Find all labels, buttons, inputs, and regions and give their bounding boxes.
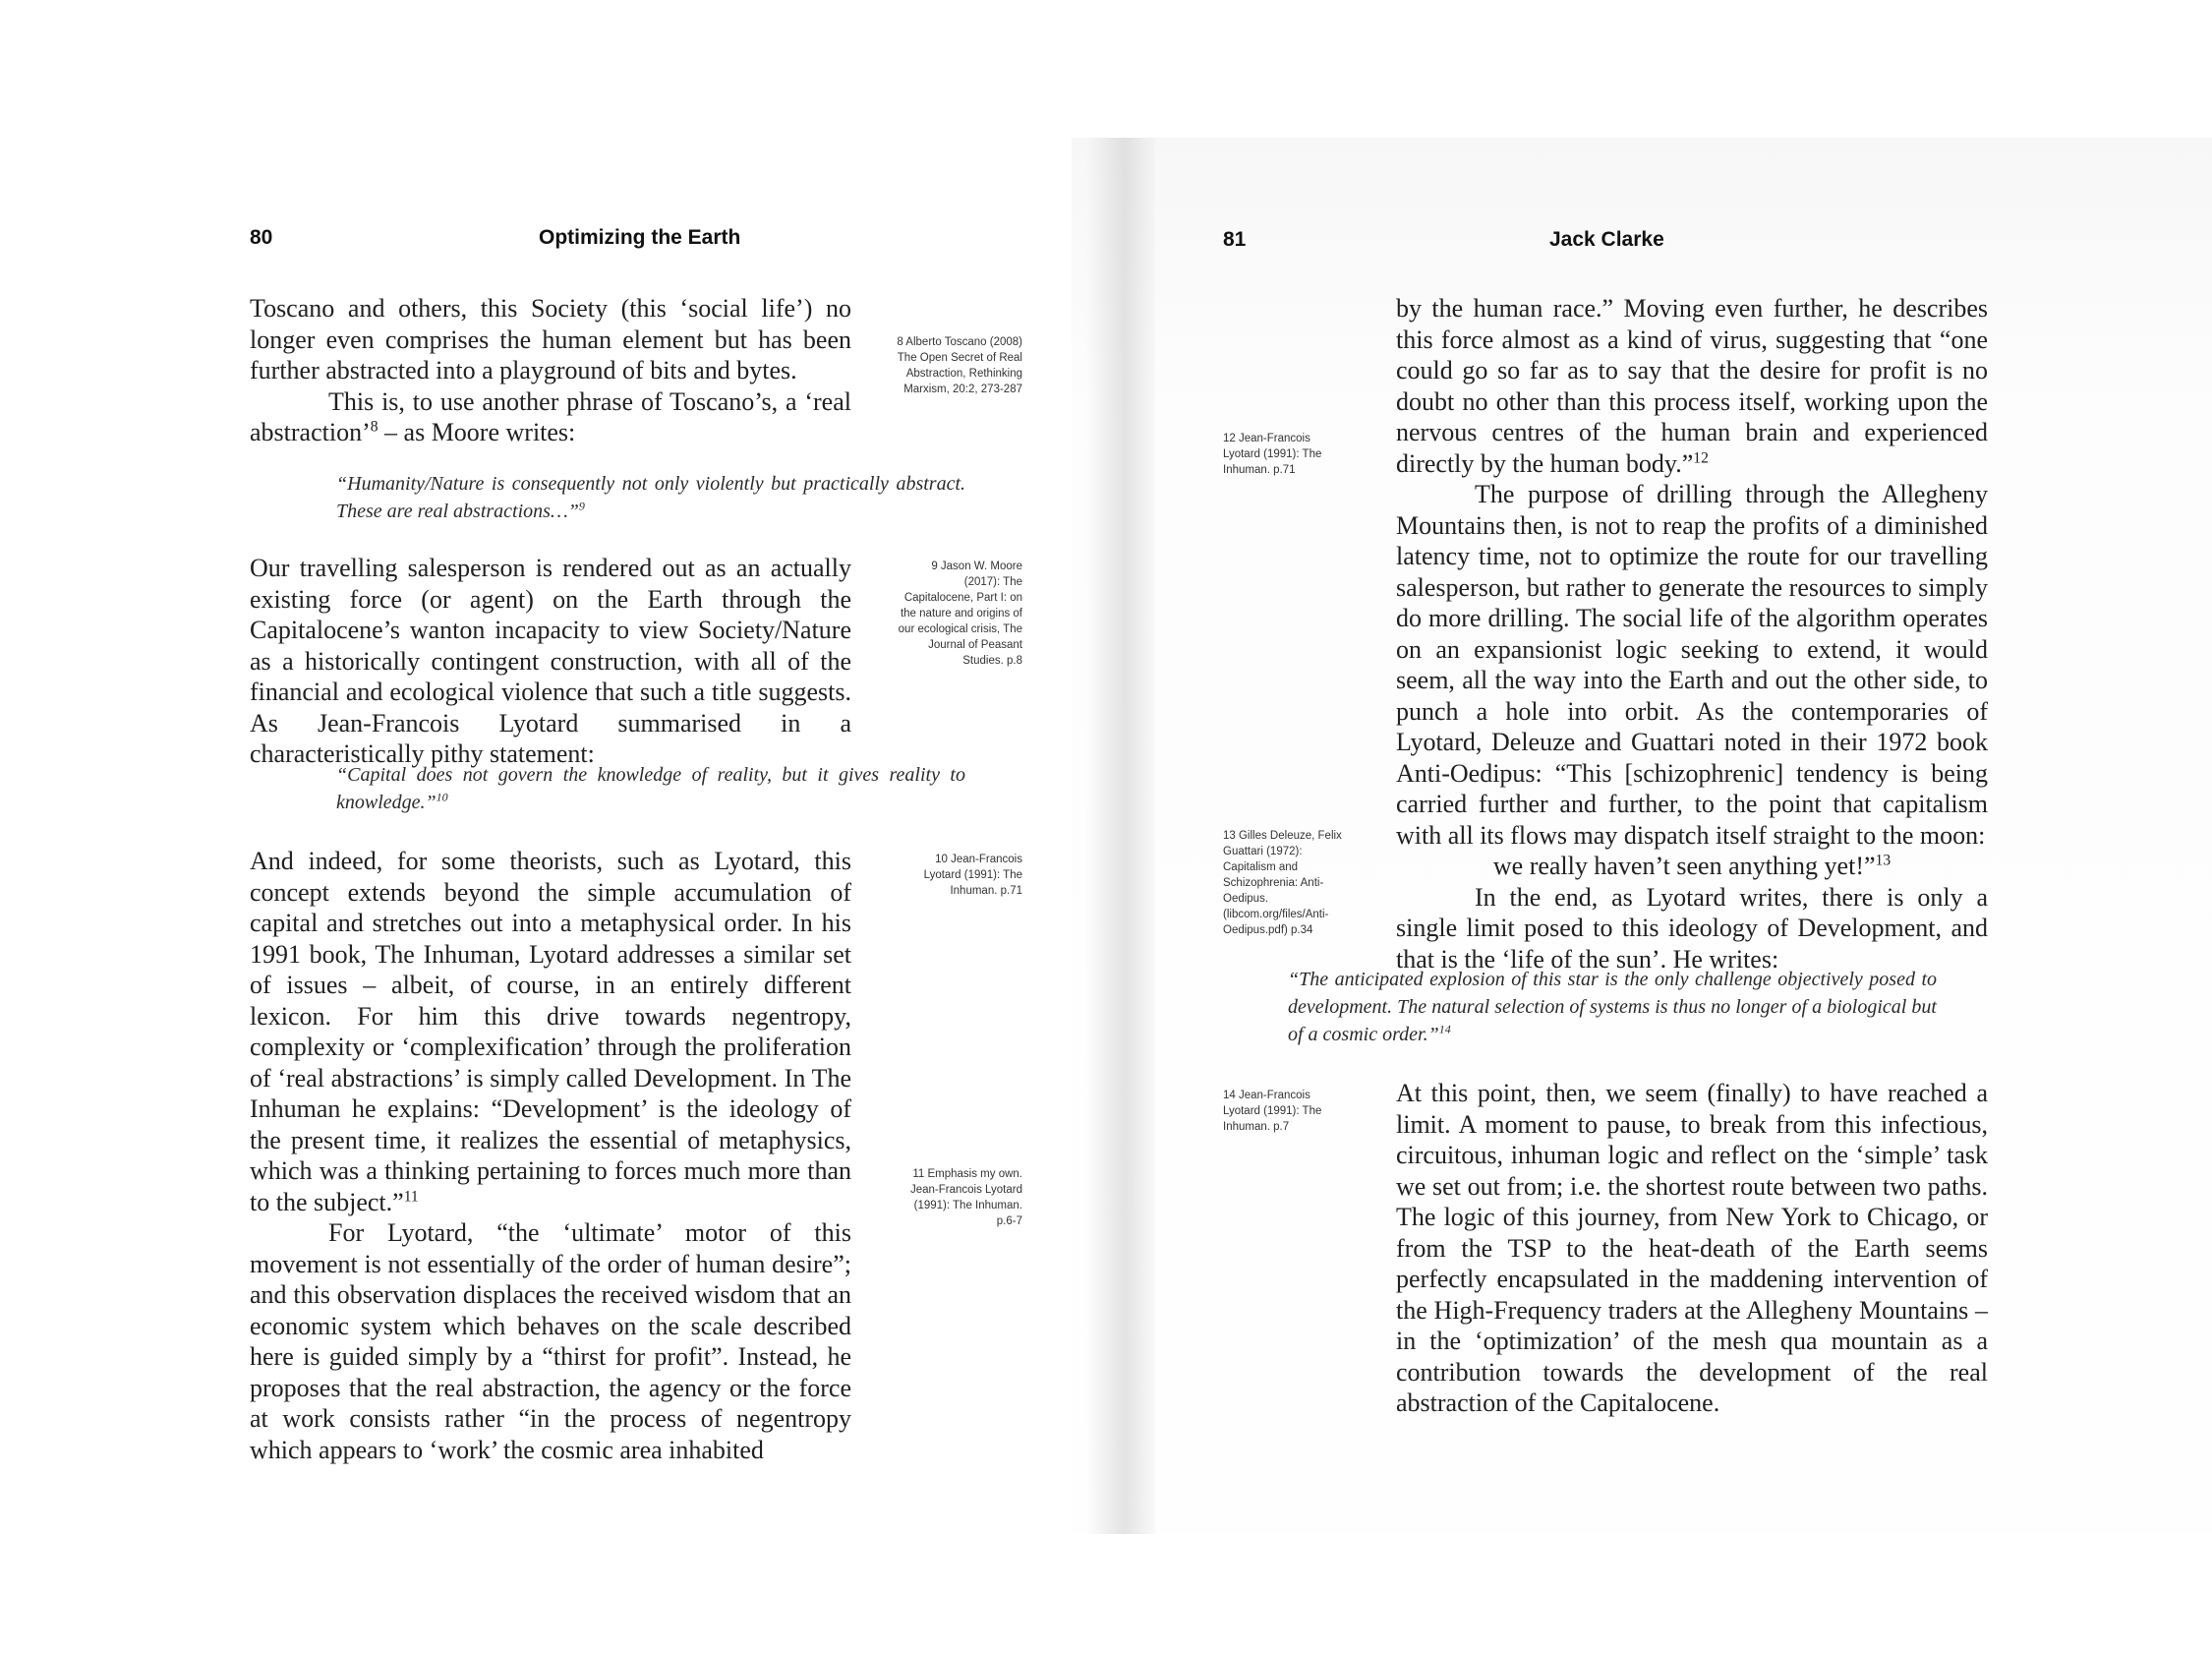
- left-body-block-2: [250, 846, 851, 1465]
- right-paragraph-1-text: by the human race.” Moving even further, he describes this force almost as a kind of virus, suggesting that “one could go so far as to say that the desire for profit is no doubt no other than this process itself, working upon the nervous centres of the human brain and experienced directly by the human body.”: [1396, 294, 1988, 478]
- footnote-14: 14 Jean-Francois Lyotard (1991): The Inhuman. p.7: [1223, 1090, 1322, 1133]
- footnote-10: 10 Jean-Francois Lyotard (1991): The Inhuman. p.71: [923, 854, 1022, 897]
- footnote-12: 12 Jean-Francois Lyotard (1991): The Inhuman. p.71: [1223, 433, 1322, 476]
- footnote-13: 13 Gilles Deleuze, Felix Guattari (1972): Capitalism and Schizophrenia: Anti-Oedipus. (libcom.org/files/Anti-Oedipus.pdf) p.34: [1223, 830, 1342, 936]
- footnote-9: 9 Jason W. Moore (2017): The Capitalocene, Part I: on the nature and origins of our ecological crisis, The Journal of Peasant Studies. p.8: [898, 561, 1022, 667]
- footnote-11: 11 Emphasis my own. Jean-Francois Lyotard (1991): The Inhuman. p.6-7: [910, 1168, 1022, 1227]
- left-paragraph-4-text: And indeed, for some theorists, such as Lyotard, this concept extends beyond the simple accumulation of capital and stretches out into a metaphysical order. In his 1991 book, The Inhuman, Lyotard addresses a similar set of issues – albeit, of course, in an entirely different lexicon. For him this drive towards negentropy, complexity or ‘complexification’ through the proliferation of ‘real abstractions’ is simply called Development. In The Inhuman he explains: “Development’ is the ideology of the present time, it realizes the essential of metaphysics, which was a thinking pertaining to forces much more than to the subject.”: [250, 847, 851, 1216]
- right-paragraph-3: In the end, as Lyotard writes, there is only a single limit posed to this ideology of Development, and that is the ‘life of the sun’. He writes:: [1396, 882, 1988, 974]
- block-quote-2: [336, 761, 965, 816]
- centered-quote-line: we really haven’t seen anything yet!”: [1492, 852, 1876, 880]
- block-quote-1-text: “Humanity/Nature is consequently not only violently but practically abstract. These are real abstractions…”: [336, 473, 965, 522]
- left-paragraph-2-text: This is, to use another phrase of Toscano’s, a ‘real abstraction’: [250, 386, 851, 446]
- footnote-ref-14: 14: [1438, 1022, 1451, 1036]
- left-paragraph-2: [250, 386, 851, 448]
- footnote-ref-13: 13: [1875, 852, 1892, 869]
- footnote-ref-8: 8: [370, 418, 378, 436]
- right-paragraph-2-centered-line: [1396, 851, 1988, 882]
- running-title-right: Jack Clarke: [1549, 228, 1664, 251]
- block-quote-3-text: “The anticipated explosion of this star is the only challenge objectively posed to development. The natural selection of systems is thus no longer of a biological but of a cosmic order.”: [1288, 969, 1937, 1045]
- right-page: [1121, 0, 2212, 1654]
- right-paragraph-1: [1396, 293, 1988, 479]
- left-paragraph-2-tail: – as Moore writes:: [378, 418, 576, 446]
- left-paragraph-4: [250, 846, 851, 1217]
- left-paragraph-5: For Lyotard, “the ‘ultimate’ motor of this movement is not essentially of the order of human desire”; and this observation displaces the received wisdom that an economic system which behaves on the scale described here is guided simply by a “thirst for profit”. Instead, he proposes that the real abstraction, the agency or the force at work consists rather “in the process of negentropy which appears to ‘work’ the cosmic area inhabited: [250, 1218, 851, 1464]
- footnote-8: 8 Alberto Toscano (2008) The Open Secret of Real Abstraction, Rethinking Marxism, 20:2, 273-287: [897, 336, 1022, 395]
- left-paragraph-1: Toscano and others, this Society (this ‘social life’) no longer even comprises the human element but has been further abstracted into a playground of bits and bytes.: [250, 294, 851, 384]
- footnote-ref-9: 9: [578, 499, 585, 513]
- page-number-left: 80: [250, 226, 273, 249]
- right-body-block-1: [1396, 293, 1988, 975]
- footnote-ref-10: 10: [436, 790, 448, 804]
- right-paragraph-2: The purpose of drilling through the Allegheny Mountains then, is not to reap the profits of a diminished latency time, not to optimize the route for our travelling salesperson, but rather to generate the resources to simply do more drilling. The social life of the algorithm operates on an expansionist logic seeking to extend, it would seem, all the way into the Earth and out the other side, to punch a hole into orbit. As the contemporaries of Lyotard, Deleuze and Guattari noted in their 1972 book Anti-Oedipus: “This [schizophrenic] tendency is being carried further and further, to the point that capitalism with all its flows may dispatch itself straight to the moon:: [1396, 480, 1988, 850]
- right-paragraph-4: At this point, then, we seem (finally) to have reached a limit. A moment to pause, to break from this infectious, circuitous, inhuman logic and reflect on the ‘simple’ task we set out from; i.e. the shortest route between two paths. The logic of this journey, from New York to Chicago, or from the TSP to the heat-death of the Earth seems perfectly encapsulated in the maddening intervention of the High-Frequency traders at the Allegheny Mountains – in the ‘optimization’ of the mesh qua mountain as a contribution towards the development of the real abstraction of the Capitalocene.: [1396, 1079, 1988, 1417]
- footnote-ref-11: 11: [403, 1187, 419, 1205]
- footnote-ref-12: 12: [1693, 448, 1709, 466]
- running-title-left: Optimizing the Earth: [539, 226, 741, 249]
- block-quote-1: [336, 470, 965, 525]
- page-number-right: 81: [1223, 228, 1247, 251]
- block-quote-3: [1288, 966, 1937, 1048]
- block-quote-2-text: “Capital does not govern the knowledge of reality, but it gives reality to knowledge.”: [336, 764, 965, 813]
- left-body-block-1: [250, 293, 851, 448]
- left-paragraph-3: Our travelling salesperson is rendered out as an actually existing force (or agent) on the Earth through the Capitalocene’s wanton incapacity to view Society/Nature as a historically contingent construction, with all of the financial and ecological violence that such a title suggests. As Jean-Francois Lyotard summarised in a characteristically pithy statement:: [250, 554, 851, 768]
